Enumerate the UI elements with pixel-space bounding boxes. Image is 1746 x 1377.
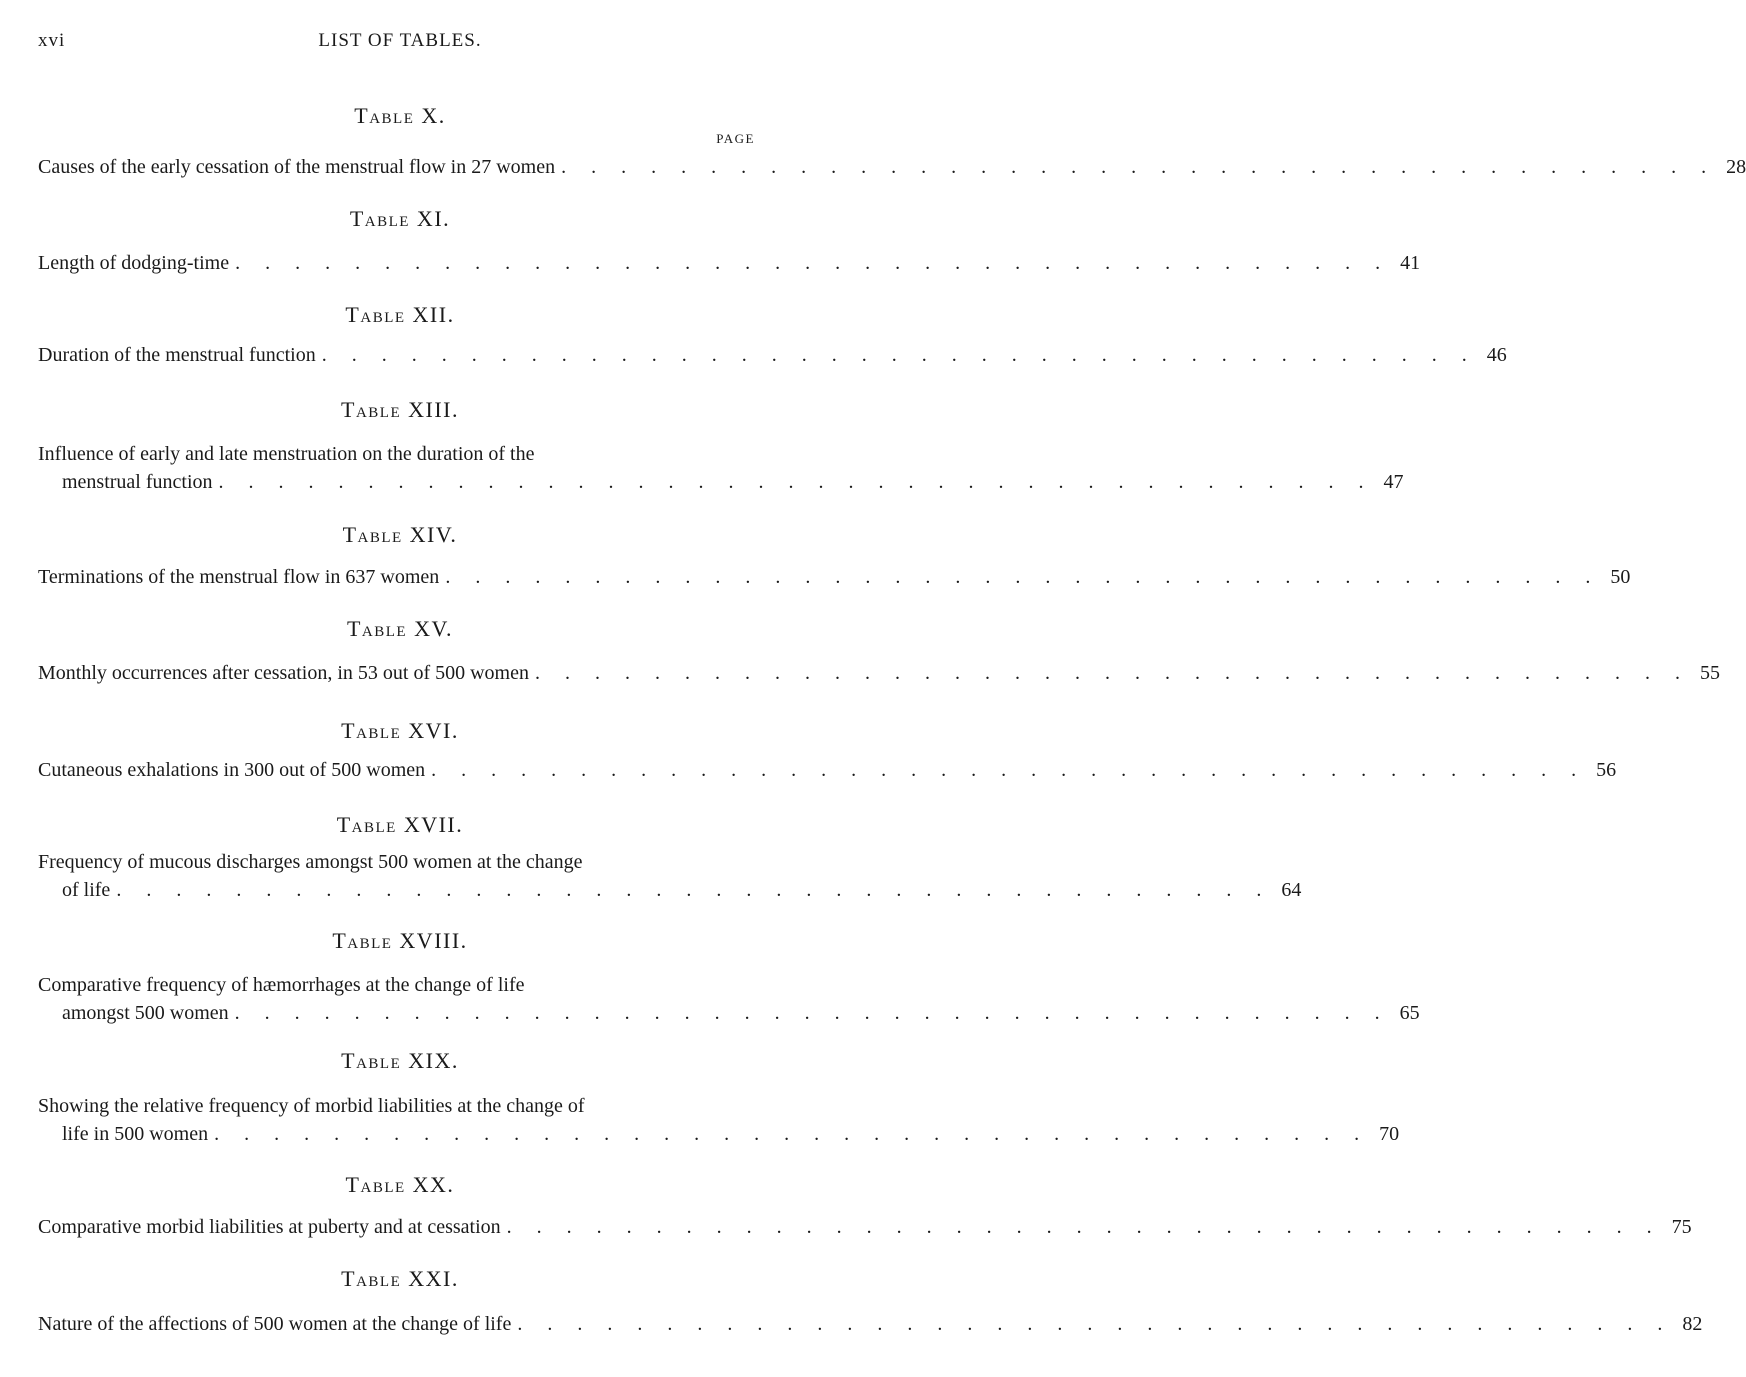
entry-line	[38, 876, 1302, 904]
entry-line	[38, 563, 1631, 591]
page-column-label: PAGE	[716, 131, 755, 146]
table-heading: Table XVIII.	[332, 928, 468, 953]
entry-text: Influence of early and late menstruation on the duration of the	[38, 443, 535, 465]
entry-text: Frequency of mucous discharges amongst 500 women at the change	[38, 851, 583, 873]
entry-line	[38, 971, 762, 999]
entry-text: amongst 500 women	[62, 1002, 229, 1024]
table-entry	[38, 153, 1746, 181]
entry-line	[38, 999, 1420, 1027]
dot-leader: . . . . . . . . . . . . . . . . . . . . . . . . . . . . . . . . . . . . . . .	[534, 662, 1690, 684]
table-entry	[38, 1092, 1400, 1148]
table-entry	[38, 659, 1720, 687]
page-number: 47	[1383, 471, 1404, 493]
page-number: 70	[1379, 1123, 1400, 1145]
table-entry	[38, 756, 1617, 784]
entry-line	[38, 440, 762, 468]
page-number: 55	[1699, 662, 1720, 684]
table-heading: Table XIII.	[341, 397, 459, 422]
table-heading: Table XIV.	[342, 522, 458, 547]
table-entry	[38, 848, 1302, 904]
table-entry	[38, 1213, 1692, 1241]
dot-leader: . . . . . . . . . . . . . . . . . . . . . . . . . . . . . . . . . . . . . . .	[321, 344, 1477, 366]
entry-line	[38, 468, 1404, 496]
entry-text: Showing the relative frequency of morbid liabilities at the change of	[38, 1095, 585, 1117]
table-entry	[38, 1310, 1703, 1338]
table-heading: Table X.	[354, 103, 446, 128]
page-number: 46	[1486, 344, 1507, 366]
entry-text: menstrual function	[62, 471, 213, 493]
page-number: 50	[1610, 566, 1631, 588]
entry-text: Comparative frequency of hæmorrhages at the change of life	[38, 974, 525, 996]
table-entry	[38, 563, 1631, 591]
table-heading: Table XIX.	[341, 1048, 459, 1073]
dot-leader: . . . . . . . . . . . . . . . . . . . . . . . . . . . . . . . . . . . . . . .	[445, 566, 1601, 588]
page-number: 41	[1400, 252, 1421, 274]
entry-text: Cutaneous exhalations in 300 out of 500 women	[38, 759, 426, 781]
page-number: 64	[1281, 879, 1302, 901]
page-folio: xvi	[38, 30, 66, 51]
entry-line	[38, 1310, 1703, 1338]
entry-line	[38, 1213, 1692, 1241]
table-entry	[38, 341, 1507, 369]
dot-leader: . . . . . . . . . . . . . . . . . . . . . . . . . . . . . . . . . . . . . . .	[517, 1313, 1673, 1335]
dot-leader: . . . . . . . . . . . . . . . . . . . . . . . . . . . . . . . . . . . . . . .	[506, 1216, 1662, 1238]
table-heading: Table XI.	[349, 206, 451, 231]
page-number: 56	[1596, 759, 1617, 781]
entry-text: Duration of the menstrual function	[38, 344, 316, 366]
table-heading: Table XV.	[346, 616, 454, 641]
table-heading: Table XVI.	[341, 718, 459, 743]
entry-text: of life	[62, 879, 111, 901]
page-header	[38, 30, 762, 60]
entry-line	[38, 756, 1617, 784]
entry-text: Terminations of the menstrual flow in 637 women	[38, 566, 440, 588]
dot-leader: . . . . . . . . . . . . . . . . . . . . . . . . . . . . . . . . . . . . . . .	[116, 879, 1272, 901]
table-entry	[38, 440, 1404, 496]
table-entry	[38, 249, 1421, 277]
table-entry	[38, 971, 1420, 1027]
running-title: LIST OF TABLES.	[318, 30, 482, 51]
entry-line	[38, 341, 1507, 369]
entry-text: Nature of the affections of 500 women at the change of life	[38, 1313, 512, 1335]
entry-line	[38, 1092, 762, 1120]
entry-line	[38, 848, 762, 876]
table-heading: Table XX.	[345, 1172, 455, 1197]
page-number: 28	[1726, 156, 1746, 178]
entry-text: life in 500 women	[62, 1123, 209, 1145]
dot-leader: . . . . . . . . . . . . . . . . . . . . . . . . . . . . . . . . . . . . . . .	[235, 252, 1391, 274]
dot-leader: . . . . . . . . . . . . . . . . . . . . . . . . . . . . . . . . . . . . . . .	[214, 1123, 1370, 1145]
page-number: 75	[1671, 1216, 1692, 1238]
dot-leader: . . . . . . . . . . . . . . . . . . . . . . . . . . . . . . . . . . . . . . .	[431, 759, 1587, 781]
entry-text: Length of dodging-time	[38, 252, 230, 274]
entry-line	[38, 659, 1720, 687]
entry-line	[38, 153, 1746, 181]
entry-text: Comparative morbid liabilities at puberty and at cessation	[38, 1216, 501, 1238]
entry-text: Monthly occurrences after cessation, in 53 out of 500 women	[38, 662, 529, 684]
dot-leader: . . . . . . . . . . . . . . . . . . . . . . . . . . . . . . . . . . . . . . .	[561, 156, 1717, 178]
entry-line	[38, 249, 1421, 277]
entry-line	[38, 1120, 1400, 1148]
table-heading: Table XXI.	[341, 1266, 459, 1291]
table-heading: Table XVII.	[336, 812, 464, 837]
dot-leader: . . . . . . . . . . . . . . . . . . . . . . . . . . . . . . . . . . . . . . .	[218, 471, 1374, 493]
dot-leader: . . . . . . . . . . . . . . . . . . . . . . . . . . . . . . . . . . . . . . .	[234, 1002, 1390, 1024]
page-number: 65	[1399, 1002, 1420, 1024]
page-number: 82	[1682, 1313, 1703, 1335]
table-heading: Table XII.	[345, 302, 455, 327]
entry-text: Causes of the early cessation of the menstrual flow in 27 women	[38, 156, 556, 178]
